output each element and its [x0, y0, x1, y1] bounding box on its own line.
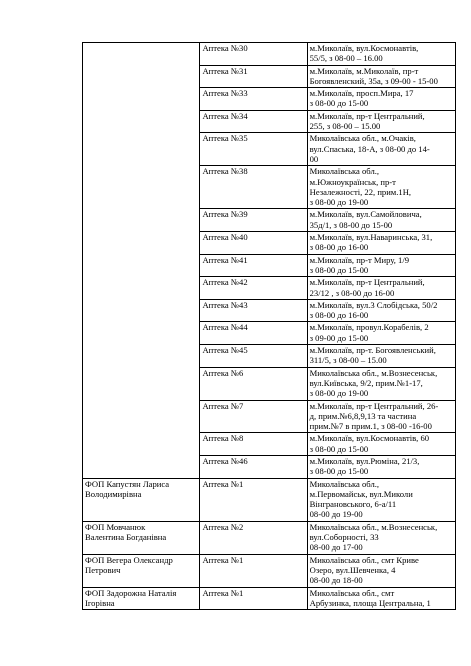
table-row: [83, 478, 456, 521]
pharmacy-cell: [200, 166, 307, 209]
address-cell: [307, 277, 455, 300]
pharmacy-name: Аптека №41: [202, 254, 248, 265]
owner-line: Петрович: [85, 564, 121, 575]
pharmacy-name: Аптека №34: [202, 110, 248, 121]
pharmacy-name: Аптека №42: [202, 277, 248, 288]
address-line: м.Миколаїв, вул.Рюміна, 21/3,: [309, 455, 420, 466]
owner-line: Володимирівна: [85, 488, 142, 499]
owner-cell: [83, 587, 200, 610]
address-line: з 08-00 до 19-00: [309, 388, 369, 399]
table-row: [83, 521, 456, 554]
address-line: 08-00 до 19-00: [309, 509, 363, 520]
address-line: Миколаївська обл., м.Вознесенськ,: [309, 367, 438, 378]
address-line: з 08-00 до 15-00: [309, 466, 369, 477]
address-line: з 08-00 до 19-00: [309, 197, 369, 208]
address-line: Миколаївська обл., м.Очаків,: [309, 133, 416, 144]
address-line: Миколаївська обл.,: [309, 166, 380, 177]
address-line: м.Миколаїв, вул.3 Слобідська, 50/2: [309, 299, 438, 310]
owner-line: ФОП Вегера Олександр: [85, 554, 173, 565]
owner-cell: [83, 521, 200, 554]
pharmacy-cell: [200, 345, 307, 368]
address-cell: [307, 345, 455, 368]
owner-line: ФОП Задорожна Наталія: [85, 587, 177, 598]
pharmacy-name: Аптека №35: [202, 133, 248, 144]
address-cell: [307, 400, 455, 433]
pharmacy-cell: [200, 133, 307, 166]
address-cell: [307, 133, 455, 166]
table-row: [83, 43, 456, 66]
pharmacy-cell: [200, 400, 307, 433]
address-line: м.Миколаїв, пр-т Центральний,: [309, 110, 425, 121]
address-line: Арбузинка, площа Центральна, 1: [309, 597, 431, 608]
pharmacy-cell: [200, 521, 307, 554]
pharmacy-cell: [200, 254, 307, 277]
pharmacy-table: [82, 42, 456, 610]
address-line: з 08-00 до 15-00: [309, 264, 369, 275]
pharmacy-name: Аптека №1: [202, 478, 244, 489]
table-row: [83, 554, 456, 587]
pharmacy-cell: [200, 65, 307, 88]
owner-line: Валентина Богданівна: [85, 532, 167, 543]
address-line: д, прим.№6,8,9,13 та частина: [309, 410, 417, 421]
address-cell: [307, 322, 455, 345]
pharmacy-cell: [200, 587, 307, 610]
address-cell: [307, 43, 455, 66]
pharmacy-name: Аптека №8: [202, 433, 244, 444]
pharmacy-cell: [200, 43, 307, 66]
pharmacy-cell: [200, 433, 307, 456]
pharmacy-name: Аптека №45: [202, 345, 248, 356]
pharmacy-name: Аптека №38: [202, 166, 248, 177]
pharmacy-name: Аптека №6: [202, 367, 244, 378]
address-line: Миколаївська обл.,: [309, 478, 380, 489]
address-line: м.Миколаїв, провул.Корабелів, 2: [309, 322, 429, 333]
address-line: Богоявленский, 35а, з 09-00 - 15-00: [309, 75, 438, 86]
address-line: 35д/1, з 08-00 до 15-00: [309, 219, 393, 230]
address-cell: [307, 521, 455, 554]
pharmacy-cell: [200, 88, 307, 111]
address-line: з 09-00 до 15-00: [309, 332, 369, 343]
pharmacy-name: Аптека №44: [202, 322, 248, 333]
address-line: м.Миколаїв, пр-т. Богоявленський,: [309, 345, 436, 356]
address-cell: [307, 455, 455, 478]
address-line: 08-00 до 17-00: [309, 542, 363, 553]
address-cell: [307, 209, 455, 232]
address-line: Миколаївська обл., смт: [309, 587, 395, 598]
address-line: Миколаївська обл., м.Вознесенськ,: [309, 521, 438, 532]
address-line: Озеро, вул.Шевченка, 4: [309, 564, 396, 575]
table-row: [83, 587, 456, 610]
address-cell: [307, 587, 455, 610]
address-cell: [307, 110, 455, 133]
pharmacy-name: Аптека №30: [202, 43, 248, 53]
address-line: вул.Спаська, 18-А, з 08-00 до 14-: [309, 143, 430, 154]
address-line: 55/5, з 08-00 – 16.00: [309, 53, 383, 64]
pharmacy-name: Аптека №1: [202, 587, 244, 598]
owner-line: ФОП Мовчанюк: [85, 521, 146, 532]
pharmacy-name: Аптека №7: [202, 400, 244, 411]
pharmacy-cell: [200, 554, 307, 587]
address-line: м.Миколаїв, пр-т Центральний, 26-: [309, 400, 439, 411]
pharmacy-name: Аптека №39: [202, 209, 248, 220]
address-line: м.Первомайськ, вул.Миколи: [309, 488, 413, 499]
address-line: з 08-00 до 15-00: [309, 98, 369, 109]
address-cell: [307, 254, 455, 277]
address-line: м.Миколаїв, вул.Наваринська, 31,: [309, 232, 433, 243]
address-cell: [307, 478, 455, 521]
pharmacy-cell: [200, 299, 307, 322]
address-line: м.Южноукраїнськ, пр-т: [309, 176, 396, 187]
address-line: з 08-00 до 16-00: [309, 242, 369, 253]
owner-line: ФОП Капустян Лариса: [85, 478, 170, 489]
address-cell: [307, 65, 455, 88]
address-cell: [307, 166, 455, 209]
pharmacy-cell: [200, 455, 307, 478]
pharmacy-name: Аптека №33: [202, 88, 248, 99]
address-line: Миколаївська обл., смт Криве: [309, 554, 419, 565]
address-cell: [307, 232, 455, 255]
pharmacy-name: Аптека №2: [202, 521, 244, 532]
address-line: Вінграновського, 6-а/11: [309, 499, 397, 510]
address-line: м.Миколаїв, вул.Самойловича,: [309, 209, 422, 220]
address-cell: [307, 367, 455, 400]
address-cell: [307, 433, 455, 456]
address-line: вул.Соборності, 33: [309, 532, 379, 543]
address-line: 23/12 , з 08-00 до 16-00: [309, 287, 395, 298]
address-line: Незалежності, 22, прим.1Н,: [309, 186, 412, 197]
pharmacy-cell: [200, 277, 307, 300]
address-line: м.Миколаїв, пр-т Миру, 1/9: [309, 254, 410, 265]
pharmacy-cell: [200, 209, 307, 232]
address-cell: [307, 554, 455, 587]
address-cell: [307, 88, 455, 111]
pharmacy-cell: [200, 110, 307, 133]
address-line: м.Миколаїв, просп.Мира, 17: [309, 88, 414, 99]
pharmacy-cell: [200, 367, 307, 400]
pharmacy-cell: [200, 232, 307, 255]
address-line: м.Миколаїв, вул.Космонавтів, 60: [309, 433, 430, 444]
pharmacy-name: Аптека №40: [202, 232, 248, 243]
address-line: м.Миколаїв, вул.Космонавтів,: [309, 43, 419, 53]
address-line: вул.Київська, 9/2, прим.№1-17,: [309, 377, 423, 388]
pharmacy-name: Аптека №1: [202, 554, 244, 565]
address-line: 255, з 08-00 – 15.00: [309, 121, 381, 132]
address-line: 00: [309, 153, 319, 164]
owner-cell: [83, 554, 200, 587]
address-line: м.Миколаїв, пр-т Центральний,: [309, 277, 425, 288]
pharmacy-name: Аптека №43: [202, 299, 248, 310]
address-cell: [307, 299, 455, 322]
address-line: 311/5, з 08-00 – 15.00: [309, 355, 387, 366]
address-line: з 08-00 до 15-00: [309, 443, 369, 454]
address-line: прим.№7 в прим.1, з 08-00 -16-00: [309, 421, 432, 432]
owner-cell: [83, 43, 200, 479]
pharmacy-name: Аптека №31: [202, 65, 248, 76]
pharmacy-table-body: [83, 43, 456, 610]
address-line: м.Миколаїв, м.Миколаїв, пр-т: [309, 65, 419, 76]
pharmacy-name: Аптека №46: [202, 455, 248, 466]
owner-line: Ігорівна: [85, 597, 115, 608]
address-line: 08-00 до 18-00: [309, 575, 363, 586]
owner-cell: [83, 478, 200, 521]
pharmacy-cell: [200, 478, 307, 521]
pharmacy-cell: [200, 322, 307, 345]
address-line: з 08-00 до 16-00: [309, 310, 369, 321]
